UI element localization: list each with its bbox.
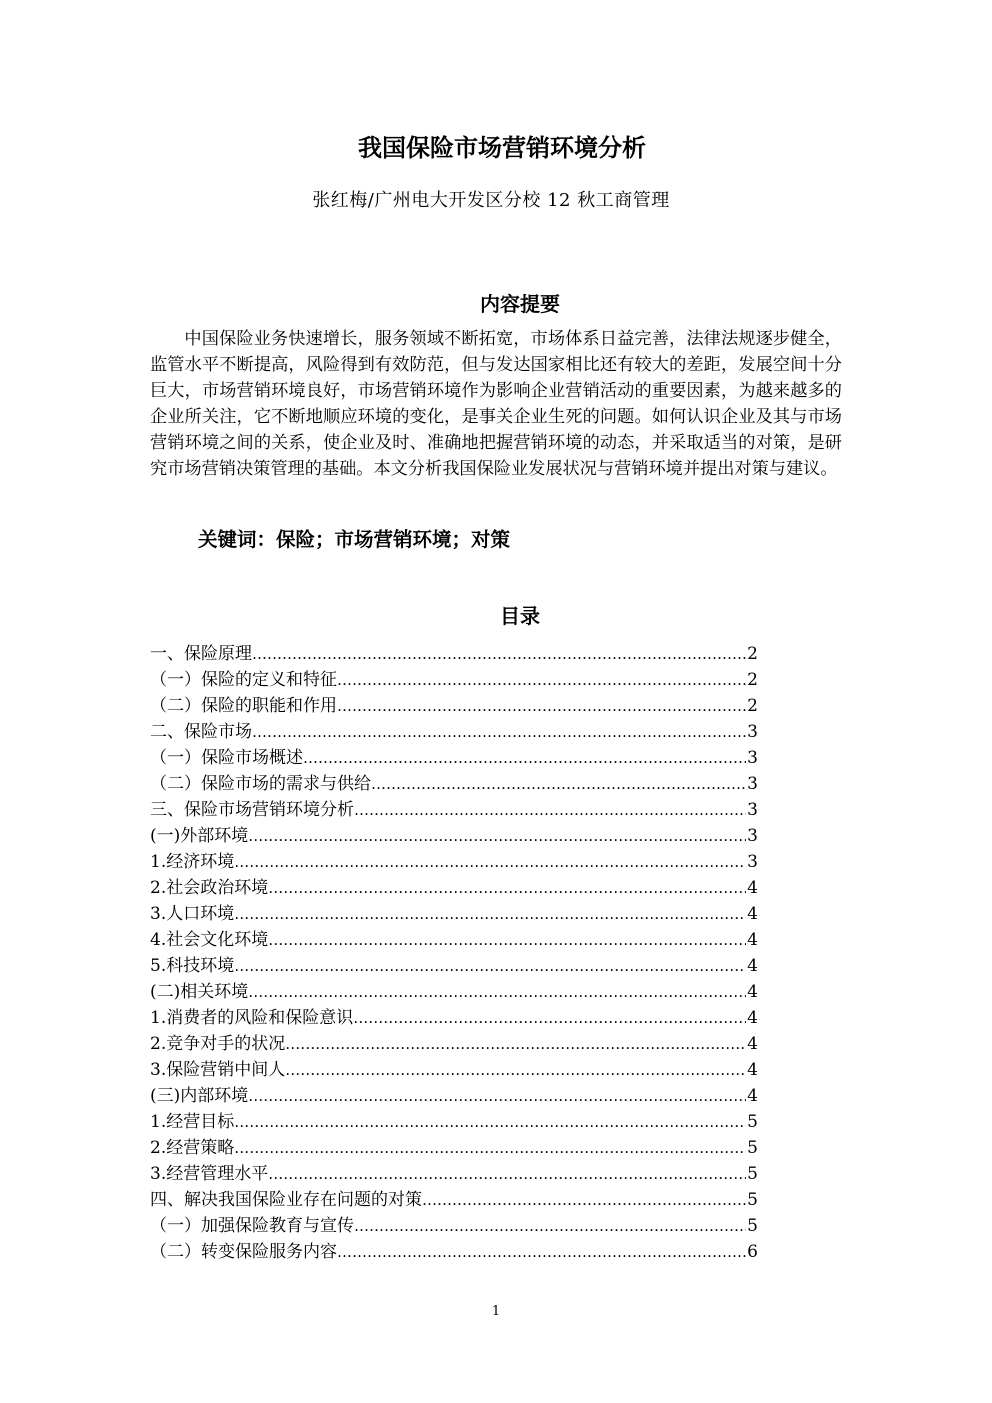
toc-entry[interactable] (150, 979, 758, 1005)
toc-entry-page: 4 (747, 904, 758, 924)
document-title: 我国保险市场营销环境分析 (358, 134, 646, 162)
toc-dot-leader (354, 797, 746, 823)
toc-entry[interactable] (150, 641, 758, 667)
toc-dot-leader (234, 1135, 746, 1161)
toc-entry-page: 3 (747, 826, 758, 846)
toc-entry[interactable] (150, 745, 758, 771)
toc-dot-leader (371, 771, 746, 797)
toc-entry-label: 3.经营管理水平 (150, 1164, 269, 1184)
toc-entry-label: 2.竞争对手的状况 (150, 1034, 286, 1054)
toc-entry[interactable] (150, 875, 758, 901)
toc-entry-label: (二)相关环境 (150, 982, 249, 1002)
toc-entry-page: 4 (747, 1086, 758, 1106)
toc-entry-page: 4 (747, 878, 758, 898)
toc-entry-label: （二）保险市场的需求与供给 (150, 774, 371, 794)
toc-dot-leader (285, 1031, 746, 1057)
toc-entry-label: （一）保险的定义和特征 (150, 670, 337, 690)
toc-entry[interactable] (150, 1187, 758, 1213)
toc-entry[interactable] (150, 1005, 758, 1031)
toc-entry-page: 5 (747, 1112, 758, 1132)
abstract-heading: 内容提要 (480, 292, 560, 316)
toc-entry-page: 5 (747, 1138, 758, 1158)
toc-entry-page: 3 (747, 800, 758, 820)
page-number: 1 (491, 1304, 501, 1319)
toc-entry[interactable] (150, 719, 758, 745)
toc-dot-leader (234, 849, 746, 875)
toc-entry[interactable] (150, 901, 758, 927)
toc-dot-leader (252, 641, 746, 667)
toc-entry-label: （一）加强保险教育与宣传 (150, 1216, 354, 1236)
toc-entry-page: 3 (747, 748, 758, 768)
toc-entry-label: 1.消费者的风险和保险意识 (150, 1008, 354, 1028)
toc-entry-label: 4.社会文化环境 (150, 930, 269, 950)
toc-entry[interactable] (150, 1083, 758, 1109)
toc-entry[interactable] (150, 927, 758, 953)
toc-entry-label: 3.人口环境 (150, 904, 235, 924)
toc-entry-page: 2 (747, 670, 758, 690)
abstract-body: 中国保险业务快速增长，服务领域不断拓宽，市场体系日益完善，法律法规逐步健全，监管水平不断提高，风险得到有效防范，但与发达国家相比还有较大的差距，发展空间十分巨大，市场营销环境良好，市场营销环境作为影响企业营销活动的重要因素，为越来越多的企业所关注，它不断地顺应环境的变化，是事关企业生死的问题。如何认识企业及其与市场营销环境之间的关系，使企业及时、准确地把握营销环境的动态，并采取适当的对策，是研究市场营销决策管理的基础。本文分析我国保险业发展状况与营销环境并提出对策与建议。 (150, 329, 842, 479)
toc-entry-page: 5 (747, 1164, 758, 1184)
toc-entry-page: 3 (747, 852, 758, 872)
toc-dot-leader (268, 875, 746, 901)
toc-entry[interactable] (150, 771, 758, 797)
toc-entry-page: 3 (747, 722, 758, 742)
toc-entry-label: 3.保险营销中间人 (150, 1060, 286, 1080)
toc-entry-page: 5 (747, 1190, 758, 1210)
toc-dot-leader (268, 1161, 746, 1187)
toc-entry-page: 4 (747, 930, 758, 950)
toc-entry-label: 二、保险市场 (150, 722, 252, 742)
toc-entry-page: 4 (747, 1034, 758, 1054)
toc-dot-leader (337, 667, 746, 693)
toc-entry[interactable] (150, 1213, 758, 1239)
toc-entry-page: 4 (747, 1008, 758, 1028)
toc-entry-label: （一）保险市场概述 (150, 748, 303, 768)
toc-entry-page: 5 (747, 1216, 758, 1236)
toc-dot-leader (268, 927, 746, 953)
toc-entry-page: 4 (747, 1060, 758, 1080)
toc-dot-leader (353, 1005, 746, 1031)
toc-entry-label: 一、保险原理 (150, 644, 252, 664)
toc-entry[interactable] (150, 823, 758, 849)
toc-entry-label: 四、解决我国保险业存在问题的对策 (150, 1190, 422, 1210)
toc-entry[interactable] (150, 1161, 758, 1187)
toc-entry[interactable] (150, 953, 758, 979)
toc-dot-leader (234, 953, 746, 979)
toc-entry-label: 1.经济环境 (150, 852, 235, 872)
toc-entry[interactable] (150, 667, 758, 693)
toc-entry-label: (三)内部环境 (150, 1086, 249, 1106)
toc-dot-leader (248, 979, 746, 1005)
toc-entry[interactable] (150, 1239, 758, 1265)
toc-entry-page: 3 (747, 774, 758, 794)
toc-entry[interactable] (150, 1031, 758, 1057)
toc-dot-leader (337, 1239, 746, 1265)
toc-dot-leader (285, 1057, 746, 1083)
toc-entry-label: 三、保险市场营销环境分析 (150, 800, 354, 820)
toc-dot-leader (234, 1109, 746, 1135)
toc-entry[interactable] (150, 1135, 758, 1161)
toc-entry-page: 2 (747, 644, 758, 664)
toc-dot-leader (354, 1213, 746, 1239)
toc-entry-label: 1.经营目标 (150, 1112, 235, 1132)
toc-entry[interactable] (150, 797, 758, 823)
toc-entry-label: 2.经营策略 (150, 1138, 235, 1158)
keywords-line: 关键词：保险；市场营销环境；对策 (198, 528, 511, 551)
author-line: 张红梅/广州电大开发区分校 12 秋工商管理 (312, 190, 670, 211)
toc-entry-label: 5.科技环境 (150, 956, 235, 976)
toc-entry-page: 4 (747, 956, 758, 976)
toc-entry-page: 6 (747, 1242, 758, 1262)
toc-dot-leader (252, 719, 746, 745)
toc-dot-leader (337, 693, 746, 719)
toc-entry-page: 2 (747, 696, 758, 716)
toc-entry-label: （二）保险的职能和作用 (150, 696, 337, 716)
toc-entry-label: (一)外部环境 (150, 826, 249, 846)
toc-entry-page: 4 (747, 982, 758, 1002)
toc-entry-label: 2.社会政治环境 (150, 878, 269, 898)
toc-entry[interactable] (150, 1109, 758, 1135)
toc-entry[interactable] (150, 1057, 758, 1083)
toc-entry-label: （二）转变保险服务内容 (150, 1242, 337, 1262)
toc-dot-leader (422, 1187, 746, 1213)
toc-dot-leader (248, 823, 746, 849)
toc-heading: 目录 (500, 604, 540, 628)
toc-dot-leader (248, 1083, 746, 1109)
table-of-contents (150, 641, 758, 1265)
toc-dot-leader (303, 745, 746, 771)
toc-entry[interactable] (150, 693, 758, 719)
toc-entry[interactable] (150, 849, 758, 875)
toc-dot-leader (234, 901, 746, 927)
